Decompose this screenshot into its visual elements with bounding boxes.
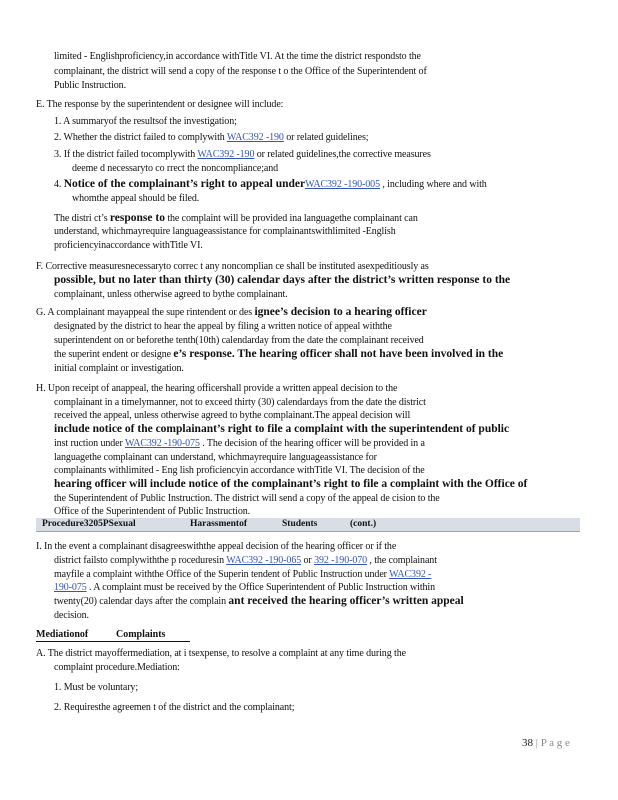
bold-segment: Notice of the complainant’s right to appeal under (63, 178, 306, 190)
text-line: complainants withlimited - Eng lish proficiencyin accordance withTitle VI. The decision of the (54, 465, 425, 476)
text-line (54, 569, 431, 581)
text-segment: or (301, 555, 315, 566)
text-line: complainant, the district will send a copy of the response t o the Office of the Superintendent of (54, 66, 427, 77)
list-item: 2. Requiresthe agreemen t of the district and the complainant; (54, 702, 295, 713)
text-line: E. The response by the superintendent or designee will include: (36, 99, 284, 110)
list-item (54, 178, 487, 191)
section-heading (36, 629, 190, 642)
bold-line: possible, but no later than thirty (30) calendar days after the district’s written response to the (54, 274, 511, 286)
running-header (36, 518, 580, 532)
text-segment: district failsto complywiththe p roceduresin (54, 555, 227, 566)
text-line: languagethe complainant can understand, whichmayrequire languageassistance for (54, 452, 377, 463)
text-segment: , including where and with (379, 179, 487, 190)
text-line: proficiencyinaccordance withTitle VI. (54, 240, 203, 251)
list-item: 1. A summaryof the resultsof the investigation; (54, 116, 237, 127)
header-procedure: Procedure3205PSexual (42, 519, 136, 529)
text-line (54, 438, 425, 450)
text-segment: G. A complainant mayappeal the supe rintendent or des (36, 307, 255, 318)
text-line: understand, whichmayrequire languageassistance for complainantswithlimited -English (54, 226, 396, 237)
text-line: limited - Englishproficiency,in accordance withTitle VI. At the time the district respondsto the (54, 51, 421, 62)
header-cont: (cont.) (350, 519, 377, 529)
text-line: the Superintendent of Public Instruction. The district will send a copy of the appeal de cision to the (54, 493, 440, 504)
bold-segment: ignee’s decision to a hearing officer (254, 306, 427, 318)
text-segment: or related guidelines,the corrective measures (254, 149, 431, 160)
text-segment: , the complainant (367, 555, 437, 566)
list-item (54, 149, 431, 161)
text-line: Office of the Superintendent of Public Instruction. (54, 506, 251, 517)
wac-link[interactable]: WAC392 - (389, 569, 432, 580)
page-word: P a g e (540, 737, 570, 749)
wac-link[interactable]: WAC392 -190-075 (124, 438, 200, 449)
text-line: I. In the event a complainant disagreeswiththe appeal decision of the hearing officer or if the (36, 541, 397, 552)
text-line: initial complaint or investigation. (54, 363, 184, 374)
text-line (54, 212, 418, 225)
text-line: decision. (54, 610, 89, 621)
header-students: Students (282, 519, 318, 529)
text-segment: mayfile a complaint withthe Office of the Superin tendent of Public Instruction under (54, 569, 390, 580)
text-line: Public Instruction. (54, 80, 126, 91)
text-segment: inst ruction under (54, 438, 125, 449)
wac-link[interactable]: WAC392 -190 (197, 149, 255, 160)
text-line: complaint procedure.Mediation: (54, 662, 180, 673)
text-line: F. Corrective measuresnecessaryto correc t any noncomplian ce shall be instituted asexpeditiously as (36, 261, 429, 272)
text-segment: . The decision of the hearing officer will be provided in a (199, 438, 425, 449)
list-item (54, 132, 368, 144)
text-segment: . A complaint must be received by the Office Superintendent of Public Instruction within (86, 582, 435, 593)
text-line: received the appeal, unless otherwise agreed to bythe complainant.The appeal decision will (54, 410, 411, 421)
wac-link[interactable]: WAC392 -190 (226, 132, 284, 143)
bold-segment: response to (109, 212, 165, 224)
text-line (54, 595, 464, 608)
bold-line: include notice of the complainant’s right to file a complaint with the superintendent of public (54, 423, 510, 435)
text-segment: 2. Whether the district failed to complywith (54, 132, 227, 143)
header-harassment: Harassmentof (190, 519, 247, 529)
text-line: whomthe appeal should be filed. (72, 193, 200, 204)
text-segment: 4. (54, 179, 64, 190)
text-line: complainant in a timelymanner, not to exceed thirty (30) calendardays from the date the district (54, 397, 426, 408)
wac-link[interactable]: WAC392 -190-005 (305, 179, 380, 190)
wac-link[interactable]: 190-075 (54, 582, 87, 593)
text-segment: twenty(20) calendar days after the complain (54, 596, 229, 607)
text-segment: the complaint will be provided ina languagethe complainant can (164, 213, 418, 224)
text-line: H. Upon receipt of anappeal, the hearing officershall provide a written appeal decision to the (36, 383, 398, 394)
page-separator: | (535, 737, 538, 749)
text-line: A. The district mayoffermediation, at i tsexpense, to resolve a complaint at any time during the (36, 648, 406, 659)
text-segment: the superint endent or designe (54, 349, 174, 360)
text-line (54, 555, 437, 567)
text-line (54, 582, 435, 594)
text-line: complainant, unless otherwise agreed to bythe complainant. (54, 289, 288, 300)
page-number (522, 737, 570, 749)
text-segment: 3. If the district failed tocomplywith (54, 149, 198, 160)
bold-line: hearing officer will include notice of the complainant’s right to file a complaint with the Office of (54, 478, 528, 490)
text-line: deeme d necessaryto co rrect the noncompliance;and (72, 163, 279, 174)
heading-complaints: Complaints (116, 629, 166, 640)
list-item: 1. Must be voluntary; (54, 682, 139, 693)
text-line: superintendent on or beforethe tenth(10th) calendarday from the date the complainant received (54, 335, 424, 346)
text-line (54, 348, 503, 361)
text-line: designated by the district to hear the appeal by filing a written notice of appeal withthe (54, 321, 392, 332)
page-number-value: 38 (522, 737, 533, 749)
text-segment: The distri ct’s (54, 213, 110, 224)
bold-segment: ant received the hearing officer’s written appeal (228, 595, 464, 607)
wac-link[interactable]: WAC392 -190-065 (226, 555, 302, 566)
wac-link[interactable]: 392 -190-070 (314, 555, 368, 566)
bold-segment: e’s response. The hearing officer shall not have been involved in the (173, 348, 504, 360)
text-segment: or related guidelines; (283, 132, 369, 143)
text-line (36, 306, 427, 319)
heading-mediation: Mediationof (36, 629, 89, 640)
